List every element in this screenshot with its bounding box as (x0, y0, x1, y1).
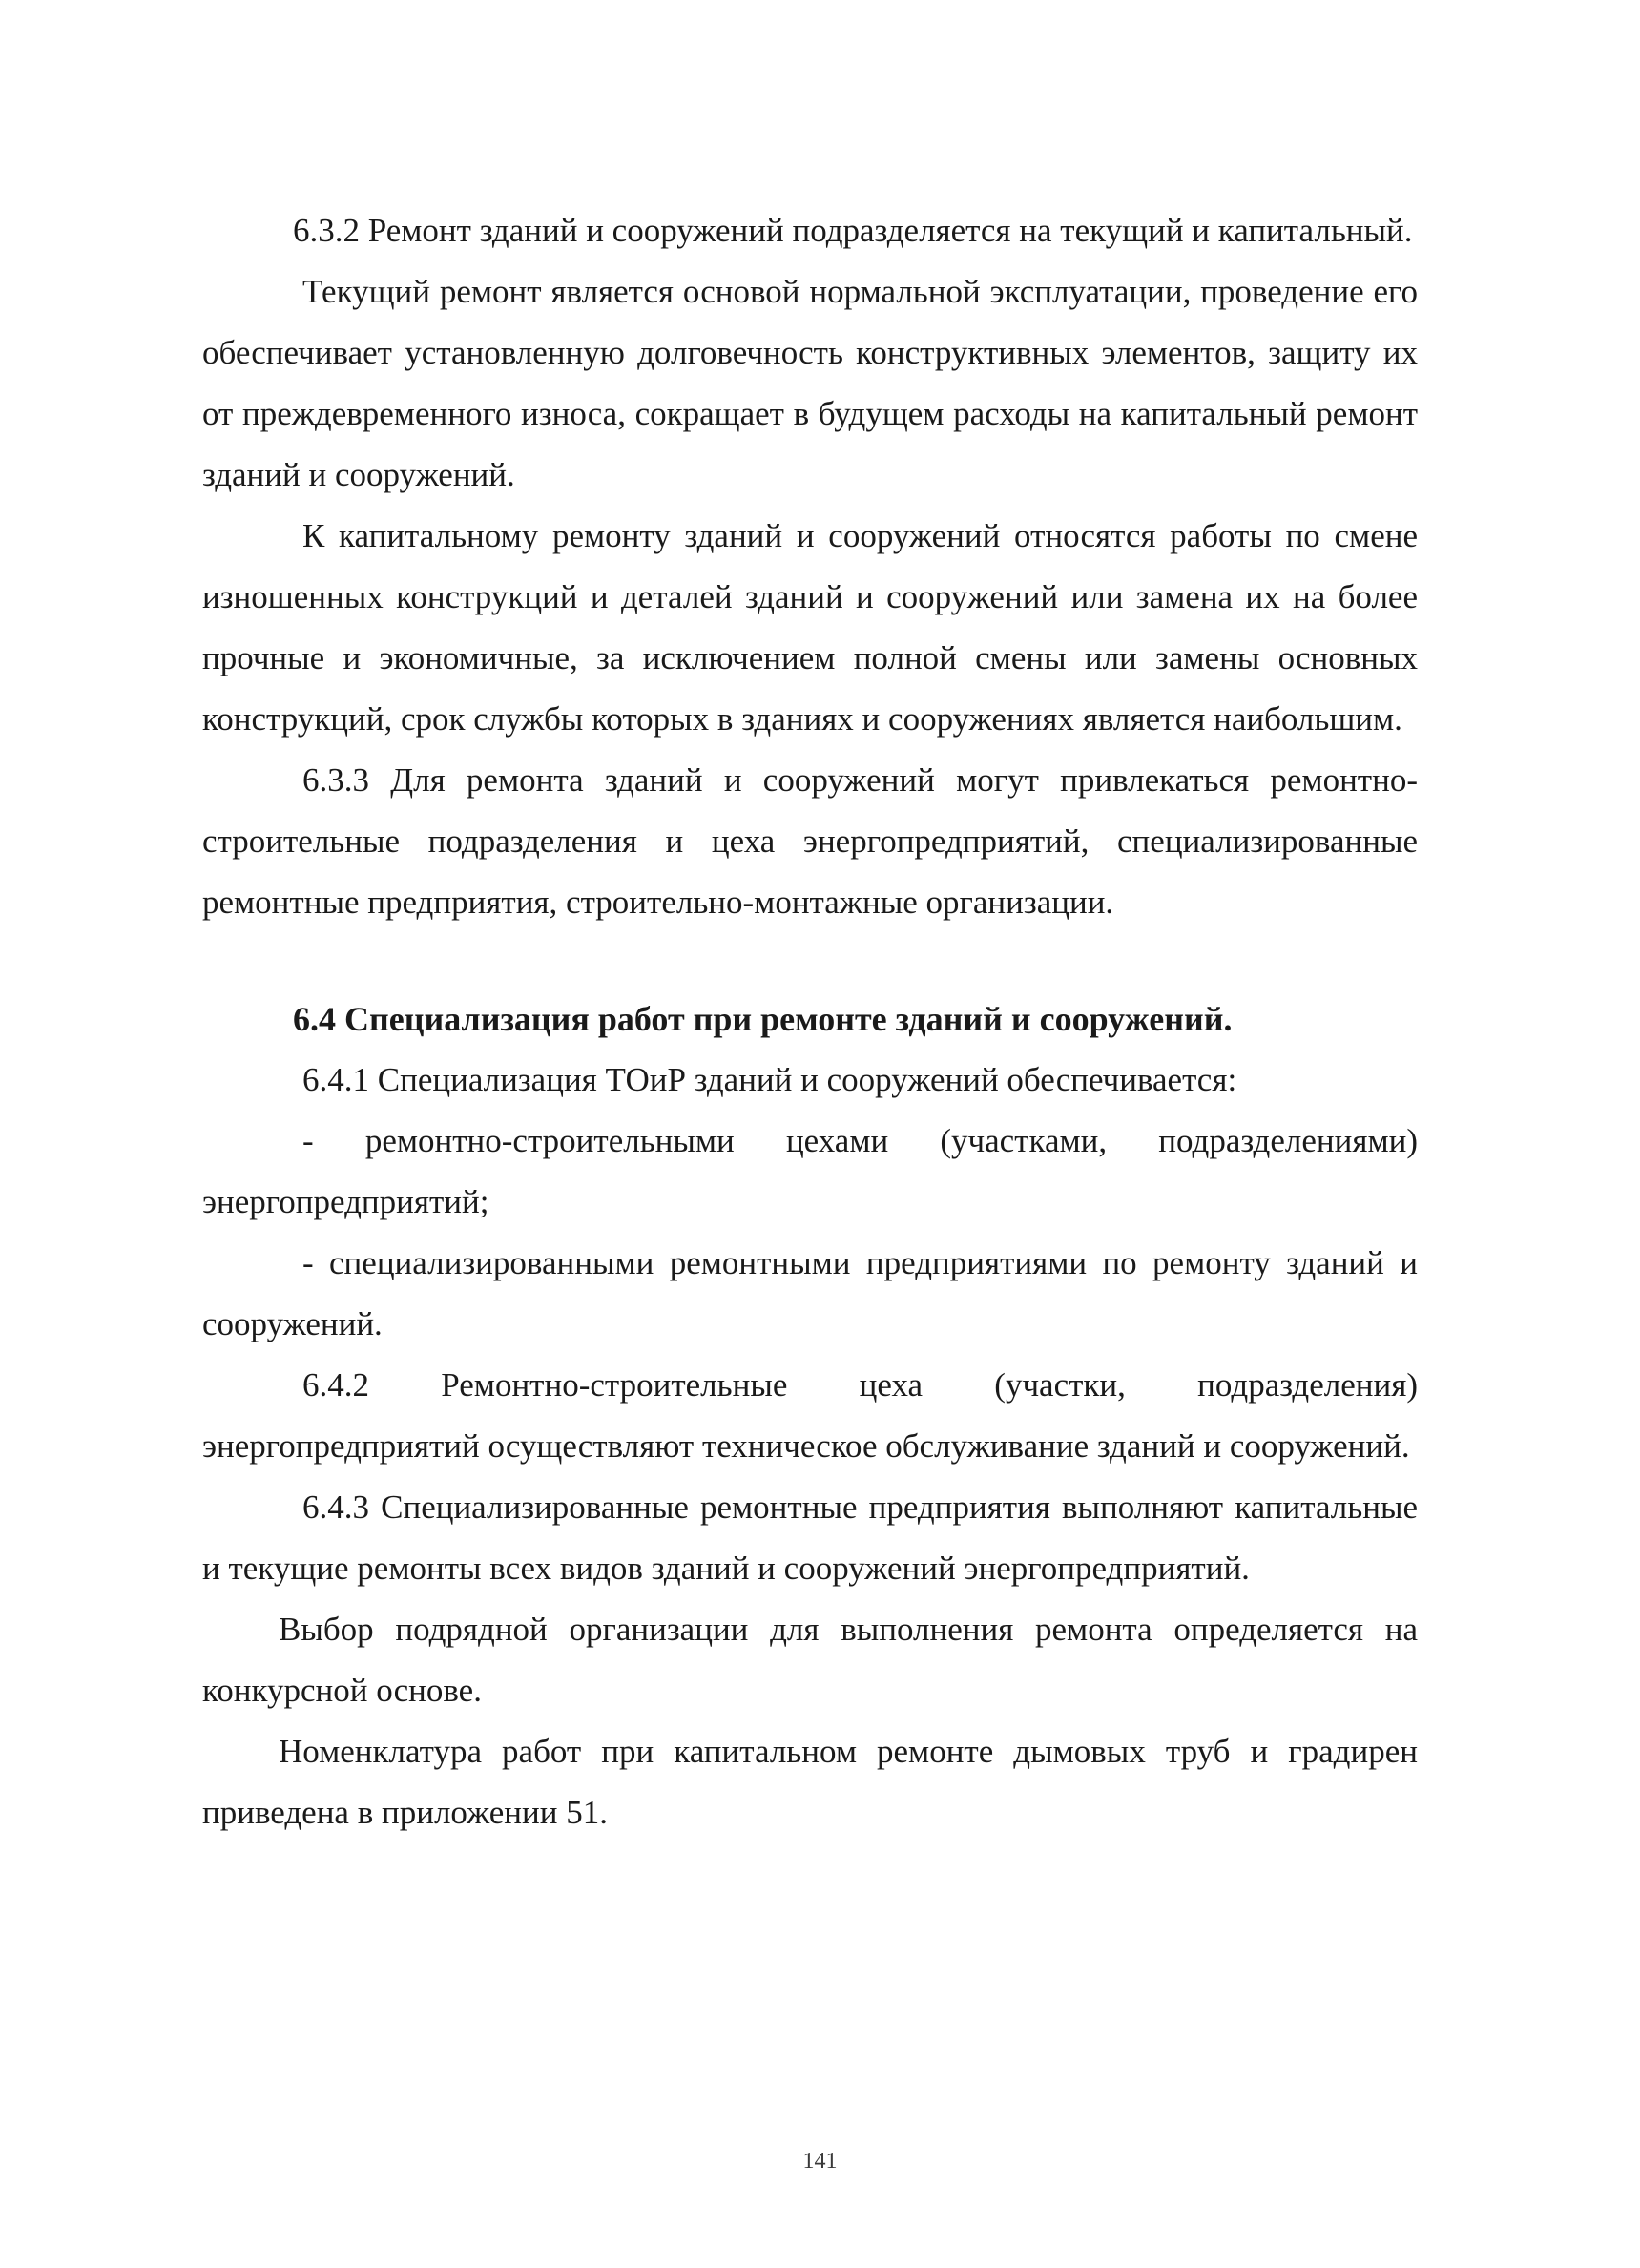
paragraph-6-3-3: 6.3.3 Для ремонта зданий и сооружений могут привлекаться ремонтно-строительные подразделения и цеха энергопредприятий, специализированные ремонтные предприятия, строительно-монтажные организации. (202, 761, 1418, 921)
list-item: - специализированными ремонтными предприятиями по ремонту зданий и сооружений. (202, 1244, 1418, 1342)
paragraph-6-3-2: 6.3.2 Ремонт зданий и сооружений подразделяется на текущий и капитальный. (293, 212, 1413, 249)
paragraph-6-4-1: 6.4.1 Специализация ТОиР зданий и сооружений обеспечивается: (302, 1061, 1237, 1098)
section-heading: 6.4 Специализация работ при ремонте зданий и сооружений. (293, 1000, 1233, 1038)
paragraph-capital-repair: К капитальному ремонту зданий и сооружений относятся работы по смене изношенных конструкций и деталей зданий и сооружений или замена их на более прочные и экономичные, за исключением полной смены или замены основных конструкций, срок службы которых в зданиях и сооружениях является наибольшим. (202, 517, 1418, 738)
paragraph-nomenclature: Номенклатура работ при капитальном ремонте дымовых труб и градирен приведена в приложении 51. (202, 1733, 1418, 1831)
document-page (202, 200, 1418, 1843)
page-number: 141 (802, 2149, 838, 2174)
paragraph-6-4-2: 6.4.2 Ремонтно-строительные цеха (участки, подразделения) энергопредприятий осуществляют техническое обслуживание зданий и сооружений. (202, 1366, 1418, 1465)
paragraph-6-4-3: 6.4.3 Специализированные ремонтные предприятия выполняют капитальные и текущие ремонты всех видов зданий и сооружений энергопредприятий. (202, 1488, 1418, 1587)
paragraph-current-repair: Текущий ремонт является основой нормальной эксплуатации, проведение его обеспечивает установленную долговечность конструктивных элементов, защиту их от преждевременного износа, сокращает в будущем расходы на капитальный ремонт зданий и сооружений. (202, 273, 1418, 493)
list-item: - ремонтно-строительными цехами (участками, подразделениями) энергопредприятий; (202, 1122, 1418, 1220)
paragraph-contractor: Выбор подрядной организации для выполнения ремонта определяется на конкурсной основе. (202, 1611, 1418, 1709)
